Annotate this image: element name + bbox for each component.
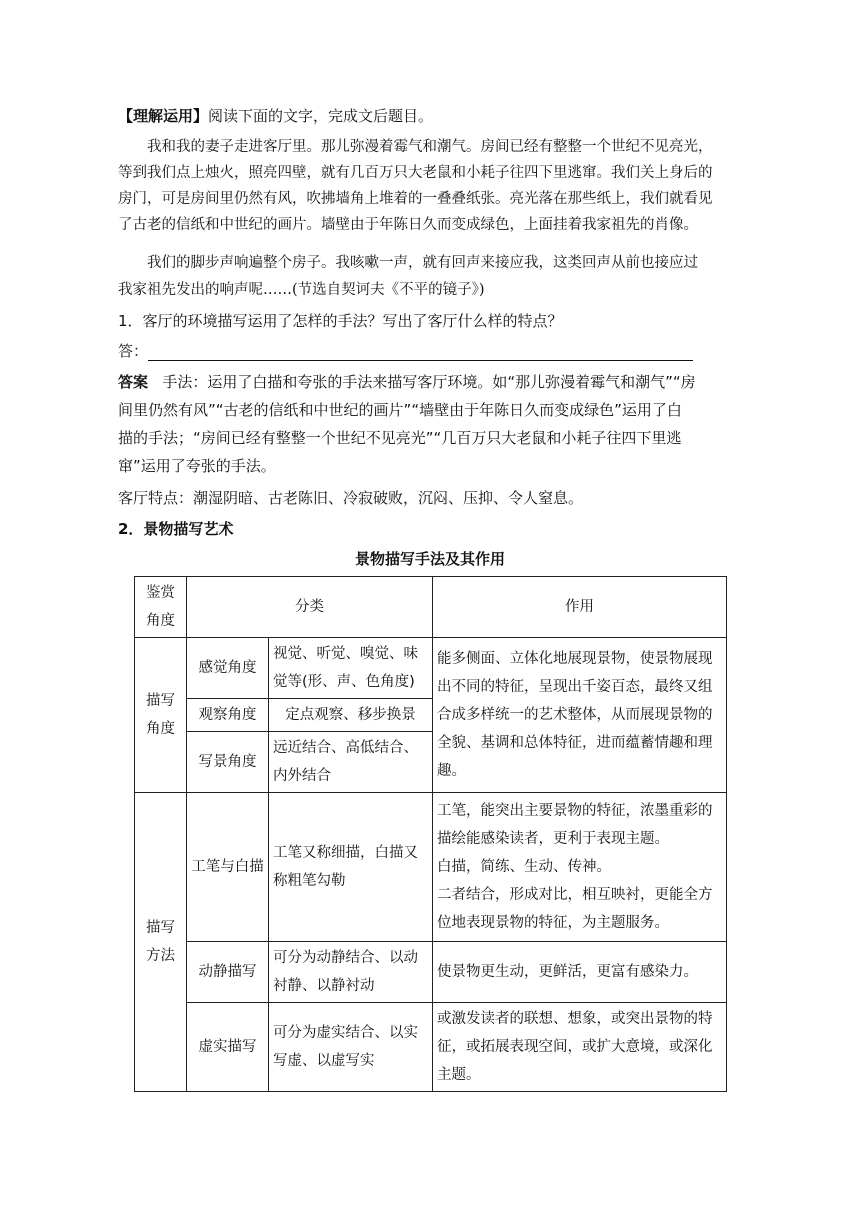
answer-text-1: 手法：运用了白描和夸张的手法来描写客厅环境。如“那儿弥漫着霉气和潮气”“房 [162, 373, 696, 391]
intro-line [118, 106, 433, 126]
group2-row2-effect: 使景物更生动，更鲜活，更富有感染力。 [433, 942, 727, 1003]
group2-row1-name: 工笔与白描 [187, 793, 269, 942]
header-effect: 作用 [433, 577, 727, 638]
answer-line-3: 描的手法；“房间已经有整整一个世纪不见亮光”“几百万只大老鼠和小耗子往四下里逃 [118, 429, 682, 447]
table-row [135, 1003, 727, 1092]
table-row [135, 793, 727, 942]
intro-instruction: 阅读下面的文字，完成文后题目。 [208, 107, 434, 125]
table-row [135, 942, 727, 1003]
group1-effect: 能多侧面、立体化地展现景物，使景物展现出不同的特征，呈现出千姿百态，最终又组合成多样统一的艺术整体，从而展现景物的全貌、基调和总体特征，进而蕴蓄情趣和理趣。 [433, 638, 727, 793]
group2-row2-name: 动静描写 [187, 942, 269, 1003]
header-angle: 鉴赏角度 [135, 577, 187, 638]
passage-line-6: 我家祖先发出的响声呢……(节选自契诃夫《不平的镜子》) [118, 282, 485, 298]
group1-row3-name: 写景角度 [187, 732, 269, 793]
group1-row1-name: 感觉角度 [187, 638, 269, 699]
group1-row1-desc: 视觉、听觉、嗅觉、味觉等(形、声、色角度) [269, 638, 433, 699]
group2-row3-desc: 可分为虚实结合、以实写虚、以虚写实 [269, 1003, 433, 1092]
group2-row3-name: 虚实描写 [187, 1003, 269, 1092]
table-title: 景物描写手法及其作用 [354, 550, 505, 568]
group2-label: 描写方法 [135, 793, 187, 1092]
passage-line-2: 等到我们点上烛火，照亮四壁，就有几百万只大老鼠和小耗子往四下里逃窜。我们关上身后的 [118, 165, 713, 181]
group1-label: 描写角度 [135, 638, 187, 793]
techniques-table [134, 576, 727, 1092]
answer-label: 答案 [118, 373, 149, 391]
answer-blank[interactable] [148, 346, 693, 361]
answer-line-1 [118, 372, 696, 392]
group2-row1-desc: 工笔又称细描，白描又称粗笔勾勒 [269, 793, 433, 942]
answer-line-2: 间里仍然有风”“古老的信纸和中世纪的画片”“墙壁由于年陈日久而变成绿色”运用了白 [118, 401, 682, 419]
group1-row2-desc: 定点观察、移步换景 [269, 699, 433, 732]
effect-line: 白描，简练、生动、传神。 [437, 859, 611, 875]
table-header-row [135, 577, 727, 638]
answer-features: 客厅特点：潮湿阴暗、古老陈旧、冷寂破败，沉闷、压抑、令人窒息。 [118, 489, 584, 507]
question-1: 1．客厅的环境描写运用了怎样的手法？写出了客厅什么样的特点？ [118, 312, 563, 330]
passage-line-3: 房门，可是房间里仍然有风，吹拂墙角上堆着的一叠叠纸张。亮光落在那些纸上，我们就看见 [118, 191, 713, 207]
passage-line-1: 我和我的妻子走进客厅里。那儿弥漫着霉气和潮气。房间已经有整整一个世纪不见亮光， [147, 139, 713, 155]
header-category: 分类 [187, 577, 433, 638]
group2-row2-desc: 可分为动静结合、以动衬静、以静衬动 [269, 942, 433, 1003]
group2-row1-effect [433, 793, 727, 942]
answer-blank-line [118, 341, 693, 361]
passage-line-5: 我们的脚步声响遍整个房子。我咳嗽一声，就有回声来接应我，这类回声从前也接应过 [147, 255, 698, 271]
intro-tag: 【理解运用】 [118, 107, 209, 125]
section-2-heading: 2．景物描写艺术 [118, 520, 234, 538]
effect-line: 工笔，能突出主要景物的特征，浓墨重彩的描绘能感染读者，更利于表现主题。 [437, 803, 713, 847]
group2-row3-effect: 或激发读者的联想、想象，或突出景物的特征，或拓展表现空间，或扩大意境，或深化主题。 [433, 1003, 727, 1092]
group1-row2-name: 观察角度 [187, 699, 269, 732]
table-row [135, 638, 727, 699]
effect-line: 二者结合，形成对比，相互映衬，更能全方位地表现景物的特征，为主题服务。 [437, 887, 713, 931]
passage-line-4: 了古老的信纸和中世纪的画片。墙壁由于年陈日久而变成绿色，上面挂着我家祖先的肖像。 [118, 217, 698, 233]
answer-line-4: 窜”运用了夸张的手法。 [118, 457, 276, 475]
group1-row3-desc: 远近结合、高低结合、内外结合 [269, 732, 433, 793]
answer-prefix: 答： [118, 342, 149, 360]
